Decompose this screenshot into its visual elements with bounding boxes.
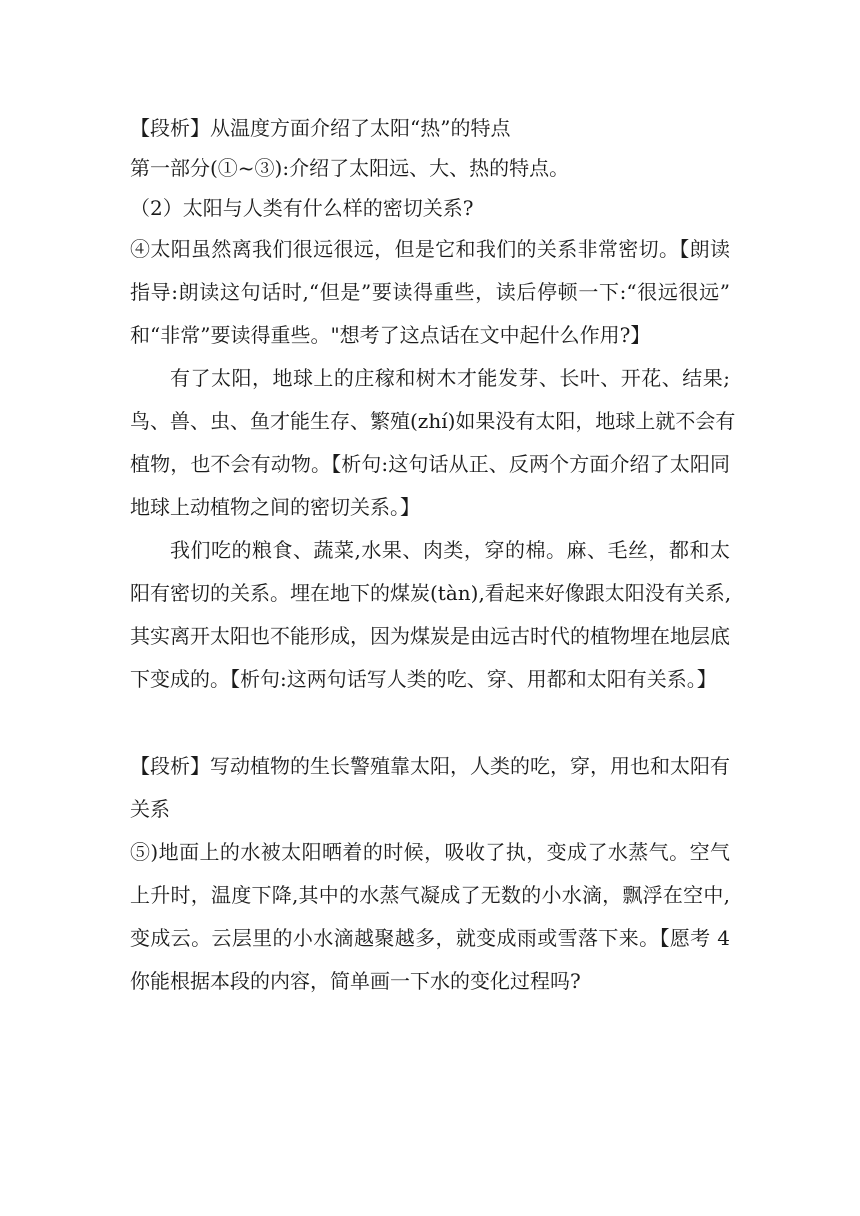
text-line: 和“非常”要读得重些。"想考了这点话在文中起什么作用?】 xyxy=(130,323,651,347)
text-line: ⑤)地面上的水被太阳晒着的时候，吸收了执，变成了水蒸气。空气 xyxy=(130,840,730,864)
document-body xyxy=(130,108,736,1003)
text-line: 上升时，温度下降,其中的水蒸气凝成了无数的小水滴，飘浮在空中, xyxy=(130,883,730,907)
text-line: 【段析】从温度方面介绍了太阳“热”的特点 xyxy=(130,116,511,140)
text-line: 变成云。云层里的小水滴越聚越多，就变成雨或雪落下来。【愿考 4 xyxy=(130,926,730,950)
text-line: （2）太阳与人类有什么样的密切关系? xyxy=(130,196,474,220)
text-line: 关系 xyxy=(130,797,170,821)
paragraph-analysis-heat xyxy=(130,108,730,148)
text-line: 其实离开太阳也不能形成，因为煤炭是由远古时代的植物埋在地层底 xyxy=(130,624,730,648)
text-line: ④太阳虽然离我们很远很远，但是它和我们的关系非常密切。【朗读 xyxy=(130,237,730,261)
paragraph-plants-animals xyxy=(130,357,736,529)
blank-gap xyxy=(130,701,730,745)
section-heading-2 xyxy=(130,188,730,228)
paragraph-5-water xyxy=(130,831,730,1003)
part-one-summary xyxy=(130,148,730,188)
text-line: 植物，也不会有动物。【析句:这句话从正、反两个方面介绍了太阳同 xyxy=(130,452,730,476)
text-line: 有了太阳，地球上的庄稼和树木才能发芽、长叶、开花、结果; xyxy=(170,366,730,390)
paragraph-4 xyxy=(130,228,730,357)
text-line: 阳有密切的关系。埋在地下的煤炭(tàn),看起来好像跟太阳没有关系, xyxy=(130,581,732,605)
text-line: 指导:朗读这句话时,“但是”要读得重些，读后停顿一下:“很远很远” xyxy=(130,280,730,304)
text-line: 地球上动植物之间的密切关系。】 xyxy=(130,495,420,519)
text-line: 你能根据本段的内容，简单画一下水的变化过程吗? xyxy=(130,969,581,993)
text-line: 鸟、兽、虫、鱼才能生存、繁殖(zhí)如果没有太阳，地球上就不会有 xyxy=(130,409,736,433)
text-line: 第一部分(①~③):介绍了太阳远、大、热的特点。 xyxy=(130,156,570,180)
text-line: 我们吃的粮食、蔬菜,水果、肉类，穿的棉。麻、毛丝，都和太 xyxy=(170,538,730,562)
text-line: 下变成的。【析句:这两句话写人类的吃、穿、用都和太阳有关系。】 xyxy=(130,667,717,691)
paragraph-analysis-growth xyxy=(130,745,730,831)
paragraph-food-clothing xyxy=(130,529,730,701)
text-line: 【段析】写动植物的生长警殖靠太阳，人类的吃，穿，用也和太阳有 xyxy=(130,754,730,778)
